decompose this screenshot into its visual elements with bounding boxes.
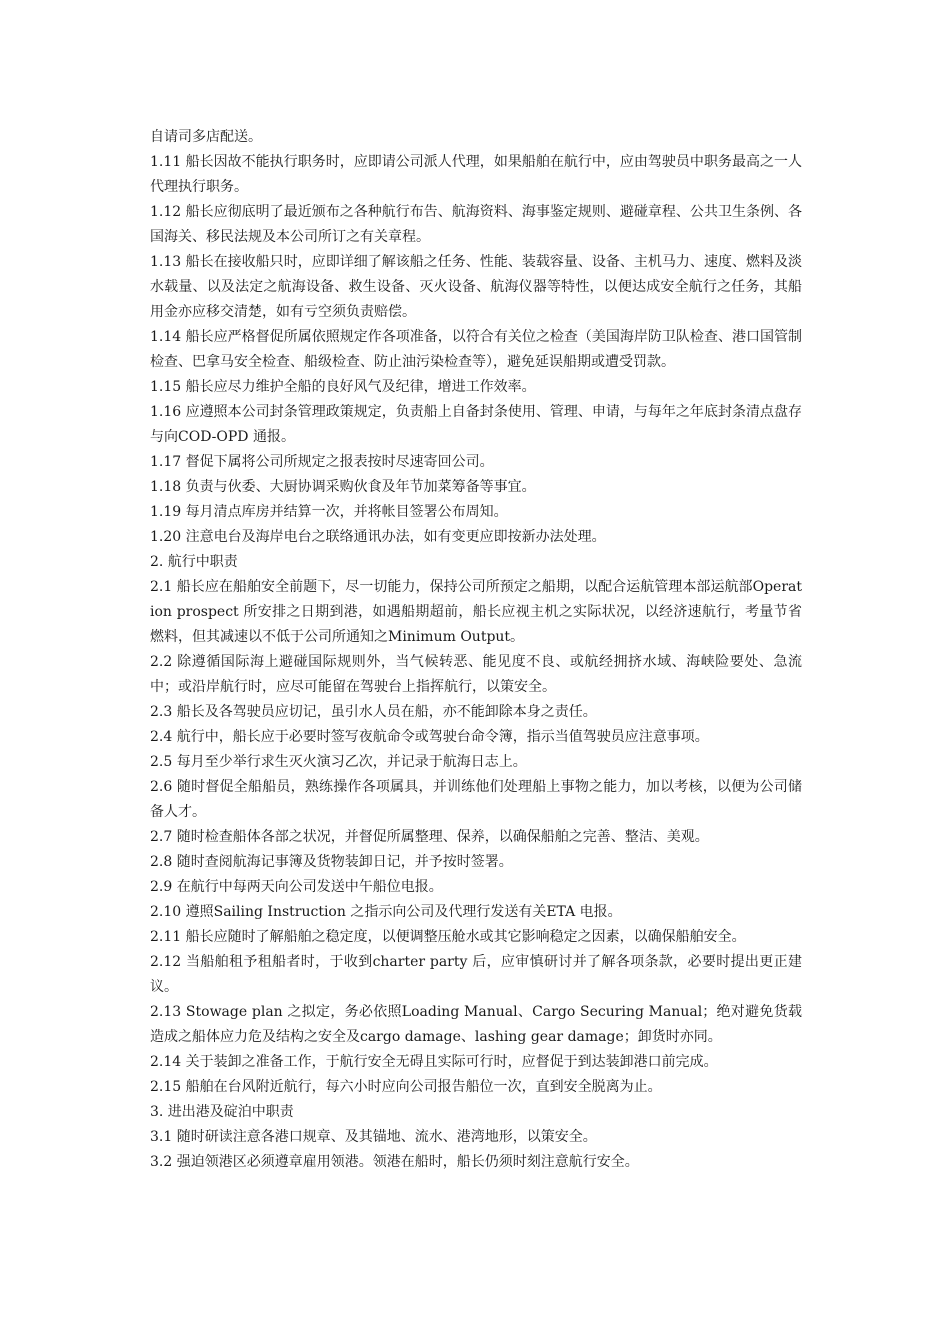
- paragraph-3-1: 3.1 随时研读注意各港口规章、及其锚地、流水、港湾地形，以策安全。: [150, 1129, 597, 1145]
- paragraph-2-6: 2.6 随时督促全船船员，熟练操作各项属具，并训练他们处理船上事物之能力，加以考核，以便为公司储备人才。: [150, 779, 802, 820]
- paragraph-1-13: 1.13 船长在接收船只时，应即详细了解该船之任务、性能、装载容量、设备、主机马力、速度、燃料及淡水载量、以及法定之航海设备、救生设备、灭火设备、航海仪器等特性，以便达成安全航行之任务，其船用金亦应移交清楚，如有亏空须负责赔偿。: [150, 254, 802, 320]
- paragraph-2-7: 2.7 随时检查船体各部之状况，并督促所属整理、保养，以确保船舶之完善、整洁、美观。: [150, 829, 709, 845]
- paragraph-2-13: 2.13 Stowage plan 之拟定，务必依照Loading Manual、Cargo Securing Manual；绝对避免货载造成之船体应力危及结构之安全及cargo damage、lashing gear damage；卸货时亦同。: [150, 1004, 802, 1045]
- paragraph-2-15: 2.15 船舶在台风附近航行，每六小时应向公司报告船位一次，直到安全脱离为止。: [150, 1079, 662, 1095]
- paragraph-2-5: 2.5 每月至少举行求生灭火演习乙次，并记录于航海日志上。: [150, 754, 527, 770]
- paragraph-continuation: 自请司多店配送。: [150, 129, 262, 145]
- paragraph-1-17: 1.17 督促下属将公司所规定之报表按时尽速寄回公司。: [150, 454, 494, 470]
- paragraph-1-11: 1.11 船长因故不能执行职务时，应即请公司派人代理，如果船舶在航行中，应由驾驶员中职务最高之一人代理执行职务。: [150, 154, 802, 195]
- paragraph-1-12: 1.12 船长应彻底明了最近颁布之各种航行布告、航海资料、海事鉴定规则、避碰章程、公共卫生条例、各国海关、移民法规及本公司所订之有关章程。: [150, 204, 802, 245]
- paragraph-1-19: 1.19 每月清点库房并结算一次，并将帐目签署公布周知。: [150, 504, 508, 520]
- paragraph-2-3: 2.3 船长及各驾驶员应切记，虽引水人员在船，亦不能卸除本身之责任。: [150, 704, 597, 720]
- paragraph-1-14: 1.14 船长应严格督促所属依照规定作各项准备，以符合有关位之检查（美国海岸防卫队检查、港口国管制检查、巴拿马安全检查、船级检查、防止油污染检查等），避免延误船期或遭受罚款。: [150, 329, 802, 370]
- paragraph-1-16: 1.16 应遵照本公司封条管理政策规定，负责船上自备封条使用、管理、申请，与每年之年底封条清点盘存与向COD-OPD 通报。: [150, 404, 802, 445]
- paragraph-2-9: 2.9 在航行中每两天向公司发送中午船位电报。: [150, 879, 443, 895]
- paragraph-3-2: 3.2 强迫领港区必须遵章雇用领港。领港在船时，船长仍须时刻注意航行安全。: [150, 1154, 639, 1170]
- paragraph-2-11: 2.11 船长应随时了解船舶之稳定度，以便调整压舱水或其它影响稳定之因素，以确保船舶安全。: [150, 929, 746, 945]
- paragraph-2-4: 2.4 航行中，船长应于必要时签写夜航命令或驾驶台命令簿，指示当值驾驶员应注意事项。: [150, 729, 709, 745]
- paragraph-1-15: 1.15 船长应尽力维护全船的良好风气及纪律，增进工作效率。: [150, 379, 536, 395]
- paragraph-2-1: 2.1 船长应在船舶安全前题下，尽一切能力，保持公司所预定之船期，以配合运航管理本部运航部Operation prospect 所安排之日期到港，如遇船期超前，船长应视主机之实际状况，以经济速航行，考量节省燃料，但其减速以不低于公司所通知之Minimum Output。: [150, 579, 802, 645]
- paragraph-2-8: 2.8 随时查阅航海记事簿及货物装卸日记，并予按时签署。: [150, 854, 513, 870]
- document-body: [150, 125, 802, 1175]
- paragraph-1-18: 1.18 负责与伙委、大厨协调采购伙食及年节加菜筹备等事宜。: [150, 479, 536, 495]
- paragraph-2-2: 2.2 除遵循国际海上避碰国际规则外，当气候转恶、能见度不良、或航经拥挤水域、海峡险要处、急流中；或沿岸航行时，应尽可能留在驾驶台上指挥航行，以策安全。: [150, 654, 802, 695]
- paragraph-2-10: 2.10 遵照Sailing Instruction 之指示向公司及代理行发送有关ETA 电报。: [150, 904, 622, 920]
- paragraph-1-20: 1.20 注意电台及海岸电台之联络通讯办法，如有变更应即按新办法处理。: [150, 529, 606, 545]
- section-heading-2: 2. 航行中职责: [150, 554, 238, 570]
- paragraph-2-14: 2.14 关于装卸之准备工作，于航行安全无碍且实际可行时，应督促于到达装卸港口前完成。: [150, 1054, 718, 1070]
- paragraph-2-12: 2.12 当船舶租予租船者时，于收到charter party 后，应审慎研讨并了解各项条款，必要时提出更正建议。: [150, 954, 802, 995]
- section-heading-3: 3. 进出港及碇泊中职责: [150, 1104, 294, 1120]
